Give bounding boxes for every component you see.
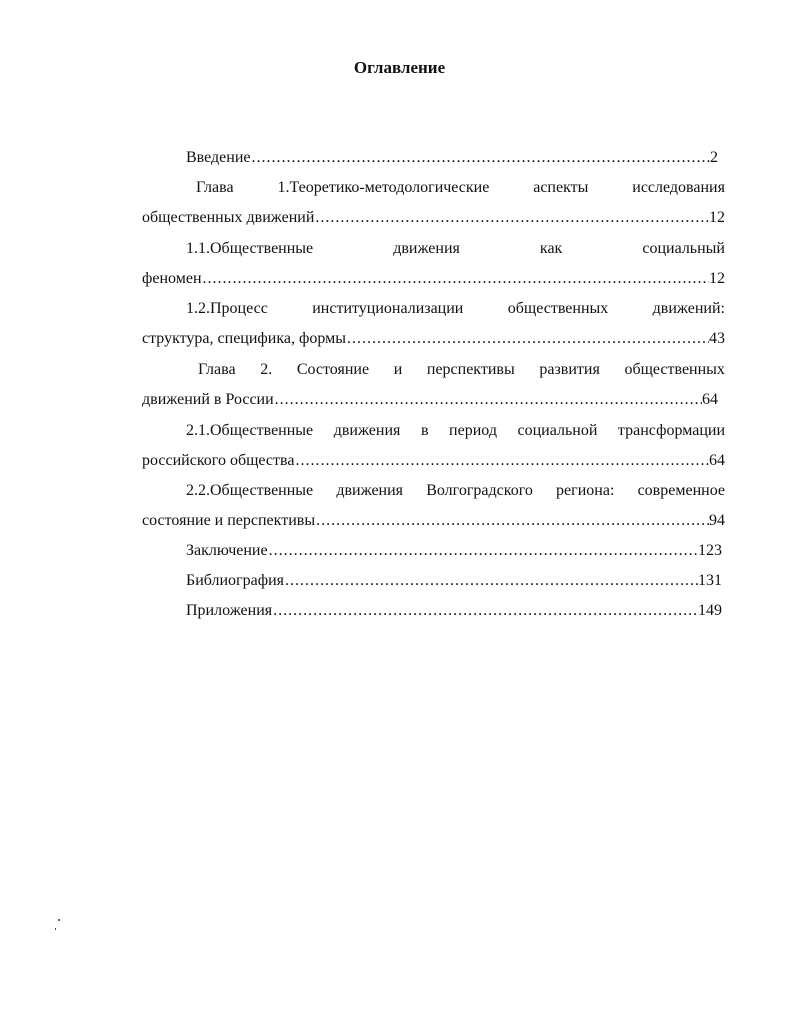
toc-entry-page: 43 [709,330,725,347]
toc-entry-title: феномен [142,270,202,287]
toc-entry-title: Заключение [186,542,268,559]
toc-word: общественных [624,361,725,378]
toc-word: аспекты [533,179,589,196]
dot-leader [314,208,709,228]
toc-word: движения [336,482,404,499]
toc-word: 1.2.Процесс [186,300,268,317]
toc-word: в [420,422,429,439]
toc-entry-section-2-2-line-1 [186,481,725,501]
dot-leader [251,148,711,168]
toc-entry-chapter-2-line-1 [198,360,725,380]
toc-word: Состояние [296,361,370,378]
dot-leader [272,601,698,621]
toc-word: исследования [632,179,725,196]
toc-entry-chapter-2-line-2 [142,390,718,410]
toc-word: Глава [196,179,234,196]
dot-leader [346,329,709,349]
toc-entry-chapter-1-line-2 [142,208,725,228]
toc-entry-page: 12 [709,209,725,226]
toc-word: социальный [642,240,725,257]
dot-leader [284,571,698,591]
toc-word: период [449,422,497,439]
toc-entry-appendix [186,601,722,621]
dot-leader [202,269,709,289]
toc-word: развития [539,361,600,378]
toc-entry-title: Введение [186,149,251,166]
toc-word: 1.1.Общественные [186,240,314,257]
toc-entry-conclusion [186,541,722,561]
toc-word: современное [637,482,725,499]
toc-entry-page: 123 [698,542,722,559]
toc-entry-section-2-1-line-1 [186,421,725,441]
toc-entry-section-1-2-line-2 [142,329,725,349]
toc-entry-section-1-2-line-1 [186,299,725,319]
toc-word: трансформации [617,422,725,439]
toc-word: как [539,240,563,257]
page-title: Оглавление [353,58,446,77]
toc-entry-page: 149 [698,602,722,619]
toc-entry-title: структура, специфика, формы [142,330,346,347]
toc-word: и [393,361,403,378]
scan-speck [55,928,56,930]
toc-entry-page: 2 [710,149,718,166]
toc-entry-intro [186,148,718,168]
toc-word: институционализации [312,300,464,317]
toc-entry-chapter-1-line-1 [196,178,725,198]
toc-entry-section-1-1-line-2 [142,269,725,289]
toc-word: Волгоградского [426,482,533,499]
toc-entry-page: 12 [709,270,725,287]
toc-word: 2. [260,361,273,378]
toc-word: социальной [517,422,598,439]
toc-entry-section-2-2-line-2 [142,511,725,531]
toc-entry-page: 131 [698,572,722,589]
toc-entry-section-1-1-line-1 [186,239,725,259]
toc-entry-title: общественных движений [142,209,315,226]
toc-entry-title: движений в России [142,391,274,408]
toc-entry-title: состояние и перспективы [142,512,316,529]
toc-word: 1.Теоретико-методологические [277,179,490,196]
scan-speck [58,919,60,921]
toc-entry-title: российского общества [142,452,295,469]
toc-word: 2.2.Общественные [186,482,314,499]
toc-entry-bibliography [186,571,722,591]
toc-word: 2.1.Общественные [186,422,314,439]
dot-leader [268,541,698,561]
dot-leader [274,390,702,410]
toc-entry-page: 64 [709,452,725,469]
dot-leader [294,451,709,471]
toc-word: общественных [507,300,609,317]
toc-entry-title: Библиография [186,572,284,589]
toc-entry-page: 64 [702,391,718,408]
toc-entry-section-2-1-line-2 [142,451,725,471]
toc-word: движения [393,240,460,257]
toc-word: Глава [198,361,236,378]
toc-word: движений: [652,300,725,317]
dot-leader [315,511,709,531]
toc-entry-title: Приложения [186,602,273,619]
toc-word: региона: [556,482,615,499]
toc-entry-page: 94 [709,512,725,529]
toc-word: перспективы [426,361,515,378]
toc-word: движения [333,422,401,439]
